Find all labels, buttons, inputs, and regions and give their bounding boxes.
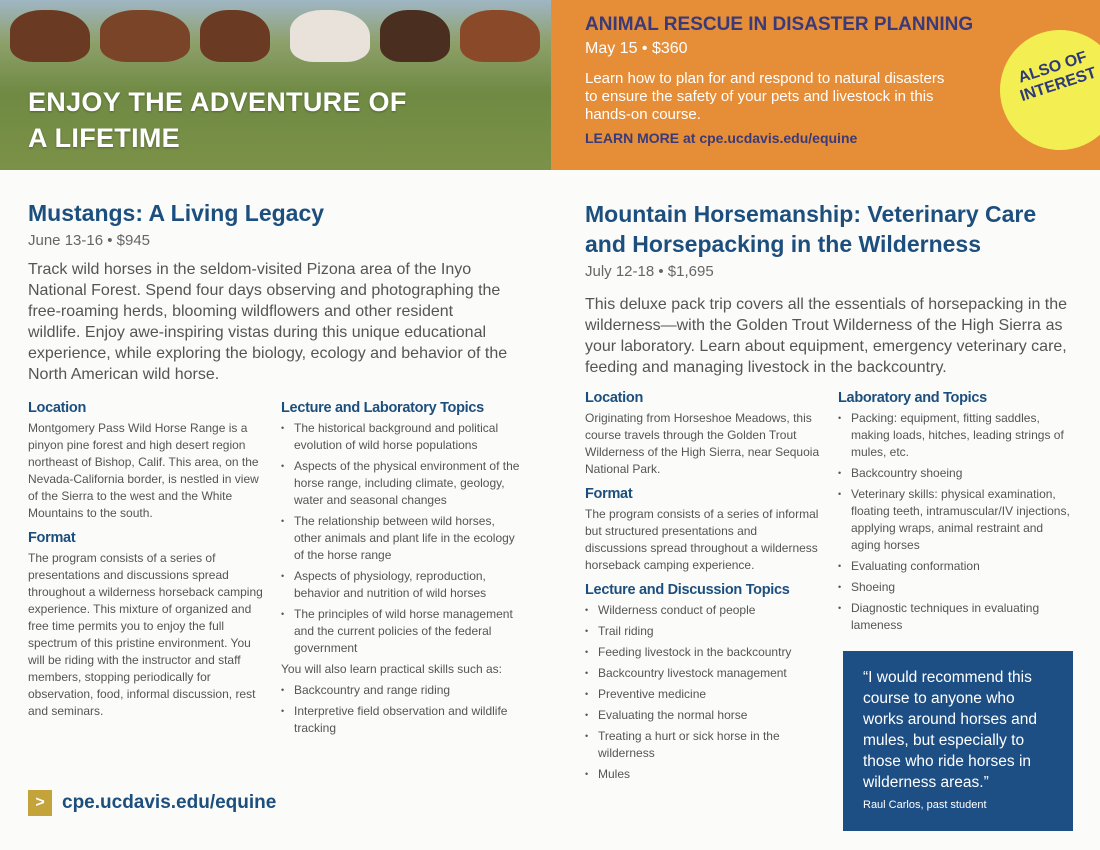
list-item: • Mules — [585, 766, 820, 783]
testimonial-box — [843, 651, 1073, 831]
course-title: Mountain Horsemanship: Veterinary Care and Horsepacking in the Wilderness — [585, 201, 1037, 257]
list-item: • Diagnostic techniques in evaluating lameness — [838, 600, 1073, 634]
list-item: • Aspects of physiology, reproduction, behavior and nutrition of wild horses — [281, 568, 521, 602]
course-intro: Track wild horses in the seldom-visited Pizona area of the Inyo National Forest. Spend four days observing and photographing the free-roaming herds, blooming wildflowers and other resident wildlife. Enjoy awe-inspiring vistas during this unique educational experience, while exploring the biology, ecology and behavior of the North American wild horse. — [28, 261, 508, 383]
list-item: • Trail riding — [585, 623, 820, 640]
list-item: • The principles of wild horse management and the current policies of the federal government — [281, 606, 521, 657]
list-item: • Wilderness conduct of people — [585, 602, 820, 619]
format-text: The program consists of a series of presentations and discussions spread throughout a wilderness horseback camping experience. This mixture of organized and free time permits you to enjoy the full spectrum of this pristine environment. You will be riding with the instructor and staff members, stopping periodically for observation, food, informal discussion, rest and seminars. — [28, 551, 263, 718]
format-heading: Format — [28, 530, 76, 546]
list-item: • Interpretive field observation and wildlife tracking — [281, 703, 521, 737]
horses-photo — [0, 0, 551, 170]
list-item: • Evaluating the normal horse — [585, 707, 820, 724]
list-item: • The historical background and political evolution of wild horse populations — [281, 420, 521, 454]
also-of-interest-badge: ALSO OF INTEREST — [984, 14, 1100, 165]
format-heading: Format — [585, 486, 633, 502]
list-item: • Evaluating conformation — [838, 558, 1073, 575]
course-intro: This deluxe pack trip covers all the essentials of horsepacking in the wilderness—with the Golden Trout Wilderness of the High Sierra as your laboratory. Learn about equipment, emergency veterinary care, feeding and managing livestock in the backcountry. — [585, 296, 1068, 376]
list-item: • Packing: equipment, fitting saddles, making loads, hitches, leading strings of mules, etc. — [838, 410, 1073, 461]
lab-heading: Laboratory and Topics — [838, 390, 987, 406]
list-item: • Feeding livestock in the backcountry — [585, 644, 820, 661]
footer-url[interactable]: cpe.ucdavis.edu/equine — [62, 792, 277, 813]
promo-title: ANIMAL RESCUE IN DISASTER PLANNING — [585, 14, 974, 35]
list-item: • Backcountry shoeing — [838, 465, 1073, 482]
location-heading: Location — [585, 390, 644, 406]
list-item: • Aspects of the physical environment of the horse range, including climate, geology, water and seasonal changes — [281, 458, 521, 509]
promo-description: Learn how to plan for and respond to natural disasters to ensure the safety of your pets and livestock in this hands-on course. — [585, 70, 945, 123]
banner-headline: ENJOY THE ADVENTURE OF A LIFETIME — [28, 87, 407, 153]
arrow-icon: > — [28, 790, 52, 816]
course-mustangs — [28, 198, 508, 385]
list-item: • Backcountry and range riding — [281, 682, 521, 699]
list-item: • Veterinary skills: physical examination, floating teeth, intramuscular/IV injections, applying wraps, animal restraint and aging horses — [838, 486, 1073, 554]
format-text: The program consists of a series of informal but structured presentations and discussions spread throughout a wilderness horseback camping experience. — [585, 507, 819, 572]
testimonial-author: Raul Carlos, past student — [863, 799, 987, 811]
promo-panel — [551, 0, 1100, 170]
list-item: • Treating a hurt or sick horse in the wilderness — [585, 728, 820, 762]
course-title: Mustangs: A Living Legacy — [28, 200, 325, 226]
location-text: Originating from Horseshoe Meadows, this course travels through the Golden Trout Wilderness of the High Sierra, near Sequoia National Park. — [585, 411, 820, 476]
promo-learn-more-link[interactable]: LEARN MORE at cpe.ucdavis.edu/equine — [585, 130, 858, 146]
list-item: • Preventive medicine — [585, 686, 820, 703]
skills-intro: You will also learn practical skills such as: — [281, 662, 502, 676]
list-item: • Shoeing — [838, 579, 1073, 596]
list-item: • The relationship between wild horses, other animals and plant life in the ecology of the horse range — [281, 513, 521, 564]
testimonial-quote: “I would recommend this course to anyone who works around horses and mules, but especially to those who ride horses in wilderness areas.” — [863, 669, 1038, 791]
list-item: • Backcountry livestock management — [585, 665, 820, 682]
location-heading: Location — [28, 400, 87, 416]
promo-date: May 15 • $360 — [585, 40, 688, 57]
lecture-heading: Lecture and Discussion Topics — [585, 582, 790, 598]
course-mountain-horsemanship — [585, 199, 1075, 378]
footer-link[interactable] — [28, 790, 276, 816]
location-text: Montgomery Pass Wild Horse Range is a pinyon pine forest and high desert region northeast of Bishop, Calif. This area, on the Nevada-California border, is nestled in view of the Sierra to the west and the White Mountains to the south. — [28, 421, 259, 520]
topics-heading: Lecture and Laboratory Topics — [281, 400, 484, 416]
course-date: June 13-16 • $945 — [28, 232, 151, 249]
course-date: July 12-18 • $1,695 — [585, 263, 714, 280]
